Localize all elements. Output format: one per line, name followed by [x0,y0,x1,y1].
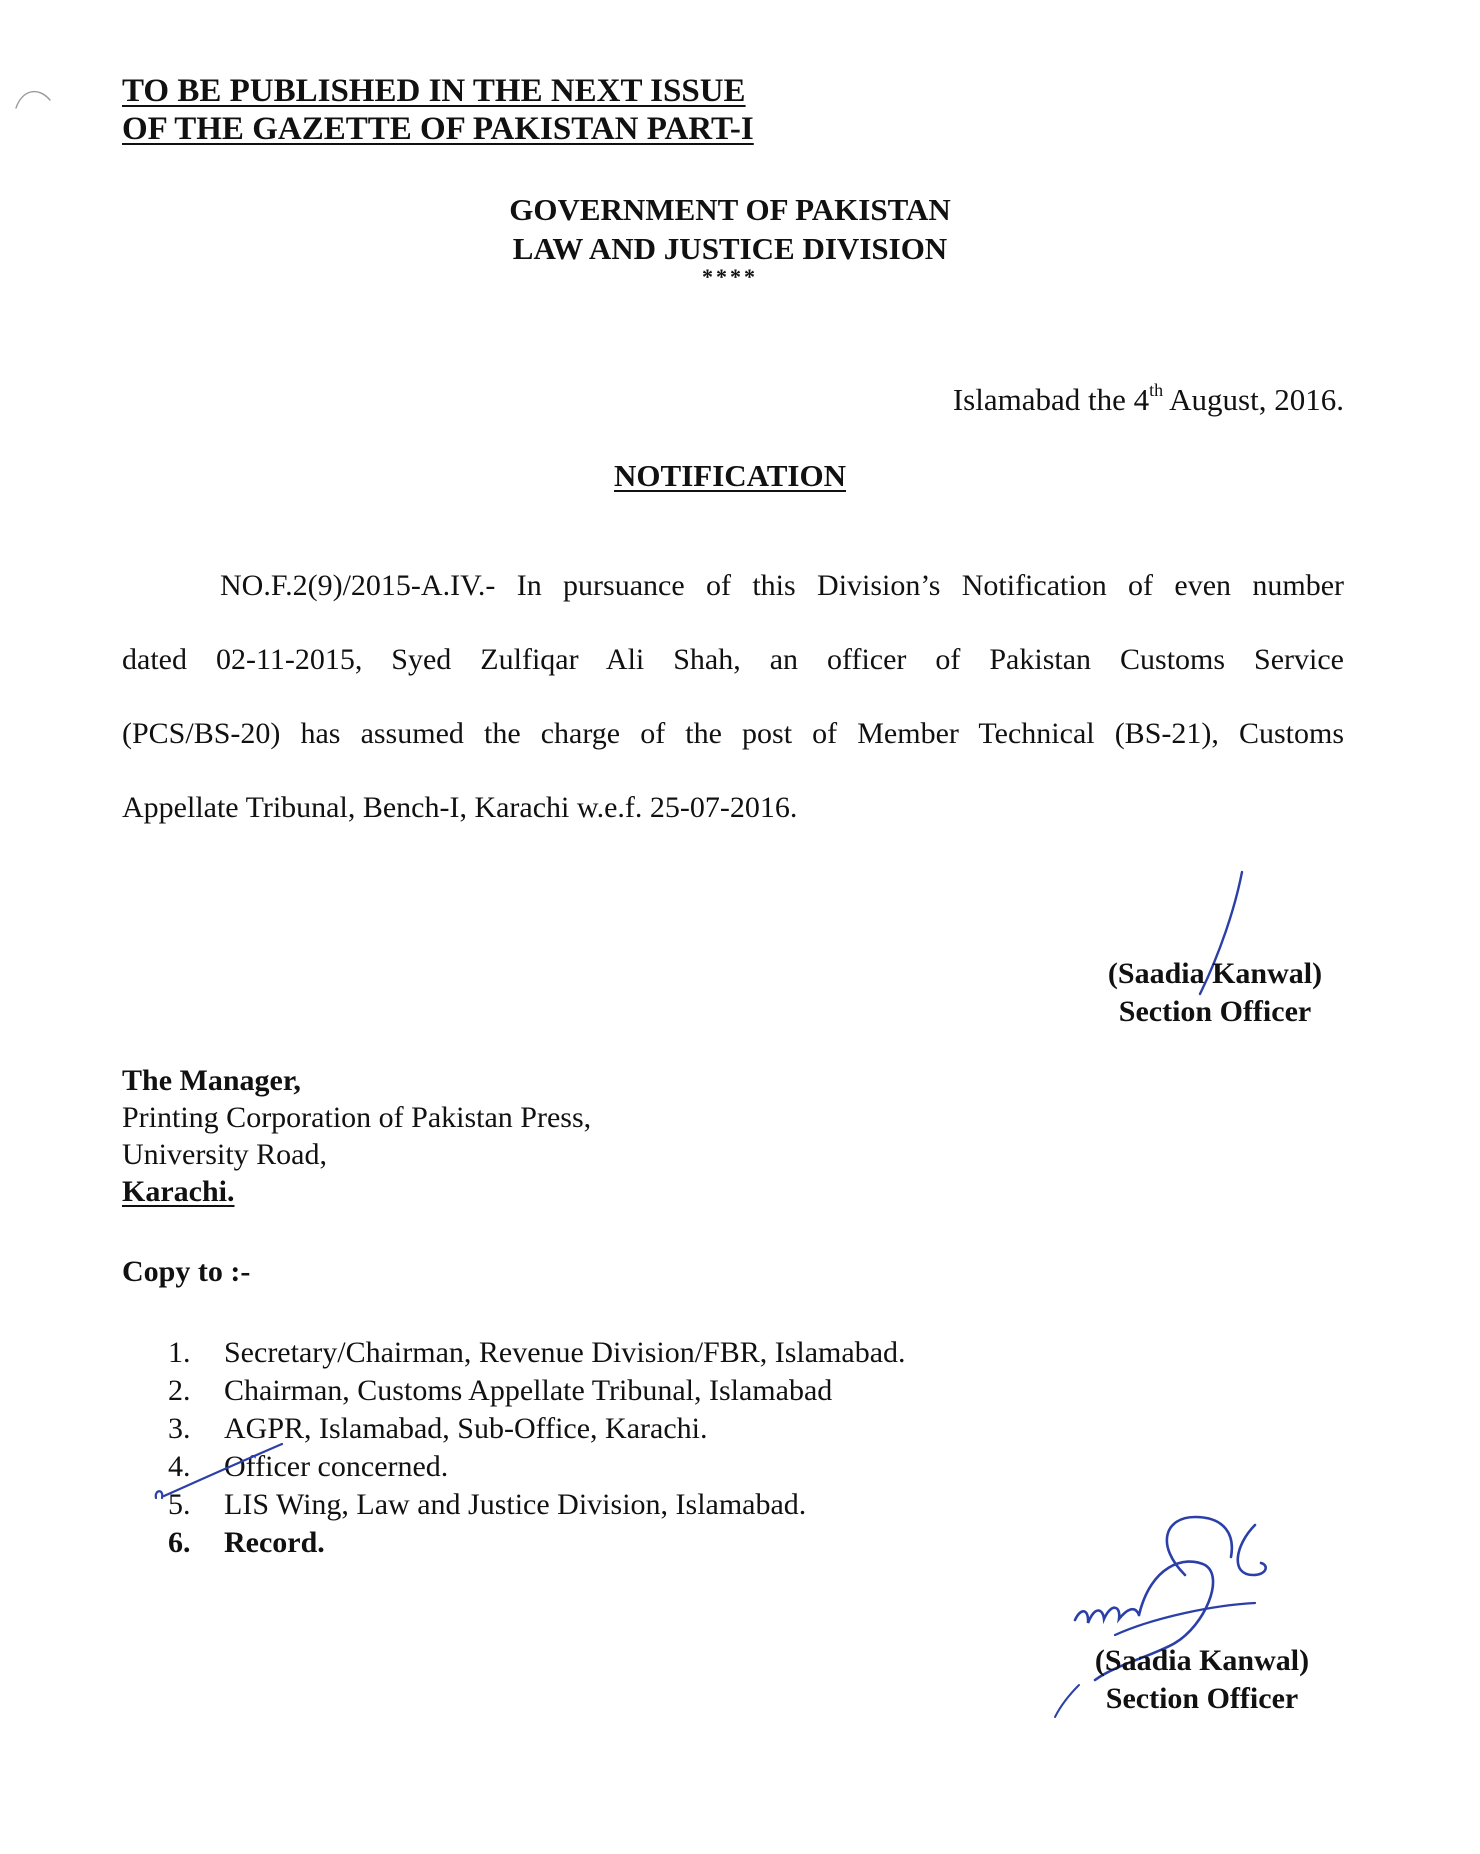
list-item-text: Chairman, Customs Appellate Tribunal, Islamabad [224,1374,833,1407]
list-item-text: Officer concerned. [224,1450,449,1483]
gazette-line-1: TO BE PUBLISHED IN THE NEXT ISSUE [122,73,746,109]
addressee-line-2: University Road, [122,1138,327,1171]
list-item-text: AGPR, Islamabad, Sub-Office, Karachi. [224,1412,708,1445]
list-item-number: 4. [168,1450,191,1483]
gazette-heading [122,72,754,148]
list-item-number: 1. [168,1336,191,1369]
tick-mark [150,1440,290,1510]
list-item-number: 6. [168,1526,191,1559]
list-item [168,1372,906,1410]
list-item-number: 5. [168,1488,191,1521]
signature-block-2 [1072,1642,1332,1718]
copy-to-heading: Copy to :- [122,1255,251,1288]
body-line-1: NO.F.2(9)/2015-A.IV.- In pursuance of this Division’s Notification of even number [220,569,1344,602]
list-item-text: Record. [224,1526,325,1559]
addressee-title: The Manager, [122,1064,301,1097]
gazette-line-2: OF THE GAZETTE OF PAKISTAN PART-I [122,111,754,147]
government-name: GOVERNMENT OF PAKISTAN [509,192,951,227]
date-rest: August, 2016. [1169,382,1344,417]
signatory-designation: Section Officer [1118,995,1312,1028]
signature-block-1 [1085,955,1345,1031]
list-item [168,1524,906,1562]
notification-title-text: NOTIFICATION [614,458,846,493]
addressee-city: Karachi. [122,1175,235,1208]
signatory-2-name: (Saadia Kanwal) [1094,1644,1310,1677]
list-item-number: 2. [168,1374,191,1407]
government-header [430,190,1030,289]
addressee-line-1: Printing Corporation of Pakistan Press, [122,1101,592,1134]
addressee-block [122,1062,591,1210]
notification-body [122,567,1344,863]
date-line [953,382,1344,418]
notification-title [400,458,1060,494]
list-item-text: Secretary/Chairman, Revenue Division/FBR, Islamabad. [224,1336,906,1369]
signatory-name: (Saadia Kanwal) [1107,957,1323,990]
body-line-2: dated 02-11-2015, Syed Zulfiqar Ali Shah, an officer of Pakistan Customs Service [122,643,1344,676]
date-prefix: Islamabad the [952,382,1126,417]
division-name: LAW AND JUSTICE DIVISION [512,231,948,266]
list-item [168,1334,906,1372]
scan-mark [14,84,54,114]
list-item-number: 3. [168,1412,191,1445]
body-line-4: Appellate Tribunal, Bench-I, Karachi w.e.f. 25-07-2016. [122,791,798,824]
signatory-2-designation: Section Officer [1105,1682,1299,1715]
date-day: 4 [1133,382,1150,417]
separator-stars: **** [702,264,758,289]
date-day-suffix: th [1149,380,1164,400]
body-line-3: (PCS/BS-20) has assumed the charge of the post of Member Technical (BS-21), Customs [122,717,1344,750]
list-item-text: LIS Wing, Law and Justice Division, Islamabad. [224,1488,807,1521]
